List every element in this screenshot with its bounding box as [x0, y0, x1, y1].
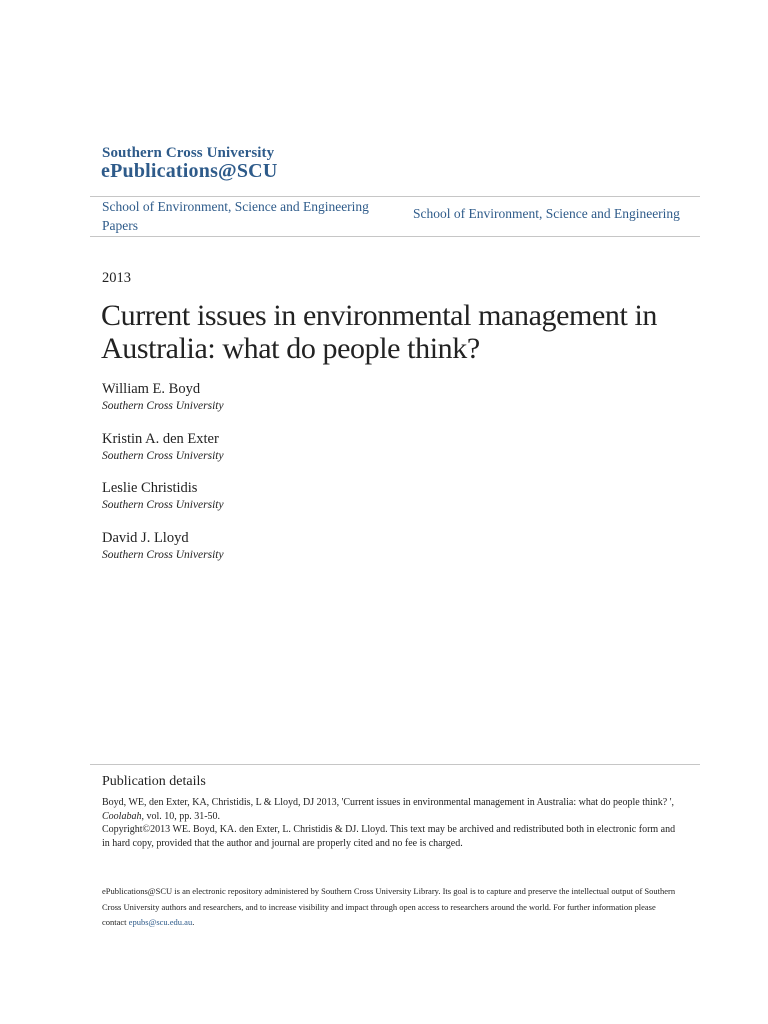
collection-divider — [90, 236, 700, 237]
author-name: Leslie Christidis — [102, 480, 198, 496]
author-name: David J. Lloyd — [102, 529, 189, 546]
publication-divider — [90, 764, 700, 765]
author-affiliation: Southern Cross University — [102, 499, 224, 511]
repository-name[interactable]: ePublications@SCU — [101, 160, 278, 182]
author-entry — [102, 430, 224, 480]
author-list — [102, 380, 224, 578]
publication-details-heading: Publication details — [102, 774, 206, 789]
journal-name: Coolabah — [102, 810, 142, 822]
copyright-notice: Copyright©2013 WE. Boyd, KA. den Exter, L. Christidis & DJ. Lloyd. This text may be archived and redistributed both in electronic form and in hard copy, provided that the author and journal are properly cited and no fee is charged. — [102, 824, 676, 849]
publication-details-body — [102, 796, 682, 850]
author-affiliation: Southern Cross University — [102, 449, 224, 462]
publication-year: 2013 — [102, 270, 131, 286]
repository-footer — [102, 884, 682, 931]
author-affiliation: Southern Cross University — [102, 548, 224, 561]
school-link[interactable]: School of Environment, Science and Engineering — [413, 206, 680, 221]
citation-volume: , vol. 10, pp. 31-50. — [141, 810, 221, 822]
collection-series-link[interactable]: School of Environment, Science and Engineering Papers — [102, 199, 369, 233]
author-name: William E. Boyd — [102, 381, 201, 397]
citation-text: Boyd, WE, den Exter, KA, Christidis, L & Lloyd, DJ 2013, 'Current issues in environmental management in Australia: what do people think? ', — [102, 797, 675, 808]
author-entry — [102, 479, 224, 529]
citation — [102, 796, 682, 823]
author-entry — [102, 380, 224, 430]
institution-name: Southern Cross University — [102, 145, 275, 161]
author-name: Kristin A. den Exter — [102, 430, 219, 447]
footer-end: . — [192, 917, 195, 927]
author-entry — [102, 529, 224, 579]
footer-text: ePublications@SCU is an electronic repository administered by Southern Cross University Library. Its goal is to capture and preserve the intellectual output of Southern Cross University authors and researchers, and to increase visibility and impact through open access to researchers around the world. For further information please contact — [102, 886, 676, 927]
author-affiliation: Southern Cross University — [102, 400, 224, 412]
contact-email-link[interactable]: epubs@scu.edu.au — [128, 917, 193, 927]
article-title: Current issues in environmental management in Australia: what do people think? — [101, 299, 658, 365]
